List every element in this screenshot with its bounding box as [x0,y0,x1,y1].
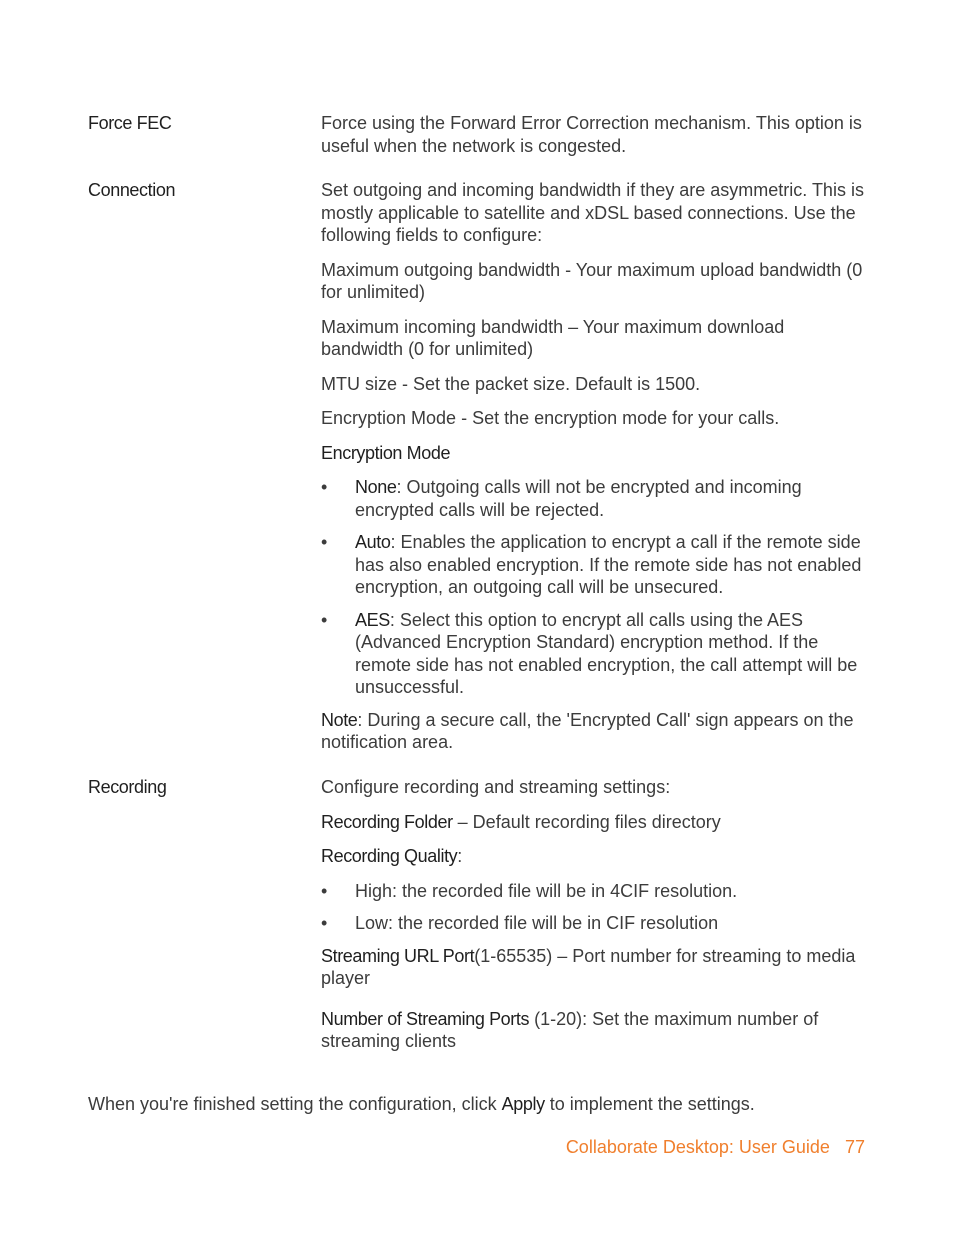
encryption-note [321,709,866,754]
connection-encryption-line: Encryption Mode - Set the encryption mode for your calls. [321,408,780,428]
encryption-option-label: Auto [355,532,391,552]
connection-intro: Set outgoing and incoming bandwidth if they are asymmetric. This is mostly applicable to satellite and xDSL based connections. Use the following fields to configure: [321,180,864,245]
number-of-streaming-ports-text: (1-20): Set the maximum number of streaming clients [321,1008,819,1051]
desc-connection [321,179,866,766]
closing-before: When you're finished setting the configuration, click [88,1094,502,1114]
bullet-icon: • [321,880,328,901]
list-item [321,476,866,521]
closing-after: to implement the settings. [544,1094,755,1114]
encryption-list [321,476,866,699]
term-recording: Recording [88,777,167,797]
list-item [321,880,866,903]
encryption-option-label: AES [355,609,390,630]
list-item [321,912,866,935]
quality-option-text: High: the recorded file will be in 4CIF resolution. [355,880,738,901]
note-label: Note [321,709,358,730]
desc-force-fec: Force using the Forward Error Correction mechanism. This option is useful when the network is congested. [321,113,862,156]
recording-quality-text: : [457,846,463,866]
streaming-url-port [321,945,866,990]
note-text: : During a secure call, the 'Encrypted Call' sign appears on the notification area. [321,709,854,752]
encryption-option-label: None [355,477,397,497]
footer-page-number: 77 [844,1137,865,1157]
connection-max-incoming: Maximum incoming bandwidth – Your maximum download bandwidth (0 for unlimited) [321,316,785,359]
recording-quality [321,845,866,868]
bullet-icon: • [321,477,328,497]
list-item [321,531,866,599]
recording-intro: Configure recording and streaming settings: [321,777,671,797]
connection-max-outgoing: Maximum outgoing bandwidth - Your maximum upload bandwidth (0 for unlimited) [321,259,863,302]
recording-folder [321,811,866,834]
term-force-fec: Force FEC [88,113,172,133]
page-footer [566,1136,865,1159]
apply-keyword: Apply [501,1094,545,1114]
streaming-url-port-label: Streaming URL Port [321,945,475,966]
recording-quality-label: Recording Quality [321,846,458,866]
encryption-heading: Encryption Mode [321,442,451,463]
bullet-icon: • [321,913,328,933]
list-item [321,609,866,699]
recording-folder-text: – Default recording files directory [452,811,721,832]
encryption-option-text: : Select this option to encrypt all calls using the AES (Advanced Encryption Standard) encryption method. If the remote side has not enabled encryption, the call attempt will be unsuccessful. [355,609,858,697]
recording-folder-label: Recording Folder [321,811,453,832]
encryption-option-text: : Outgoing calls will not be encrypted and incoming encrypted calls will be rejected. [355,477,802,520]
bullet-icon: • [321,532,328,552]
streaming-url-port-text: (1-65535) – Port number for streaming to media player [321,945,856,988]
term-connection: Connection [88,180,176,200]
desc-recording [321,776,866,1065]
number-of-streaming-ports [321,1008,866,1053]
closing-sentence [88,1093,878,1116]
footer-guide-title: Collaborate Desktop: User Guide [565,1137,830,1157]
number-of-streaming-ports-label: Number of Streaming Ports [321,1008,530,1029]
quality-list [321,880,866,935]
encryption-option-text: : Enables the application to encrypt a call if the remote side has also enabled encryption. If the remote side has not enabled encryption, an outgoing call will be unsecured. [355,532,862,597]
quality-option-text: Low: the recorded file will be in CIF resolution [355,913,719,933]
connection-mtu: MTU size - Set the packet size. Default is 1500. [321,373,701,394]
bullet-icon: • [321,609,328,630]
